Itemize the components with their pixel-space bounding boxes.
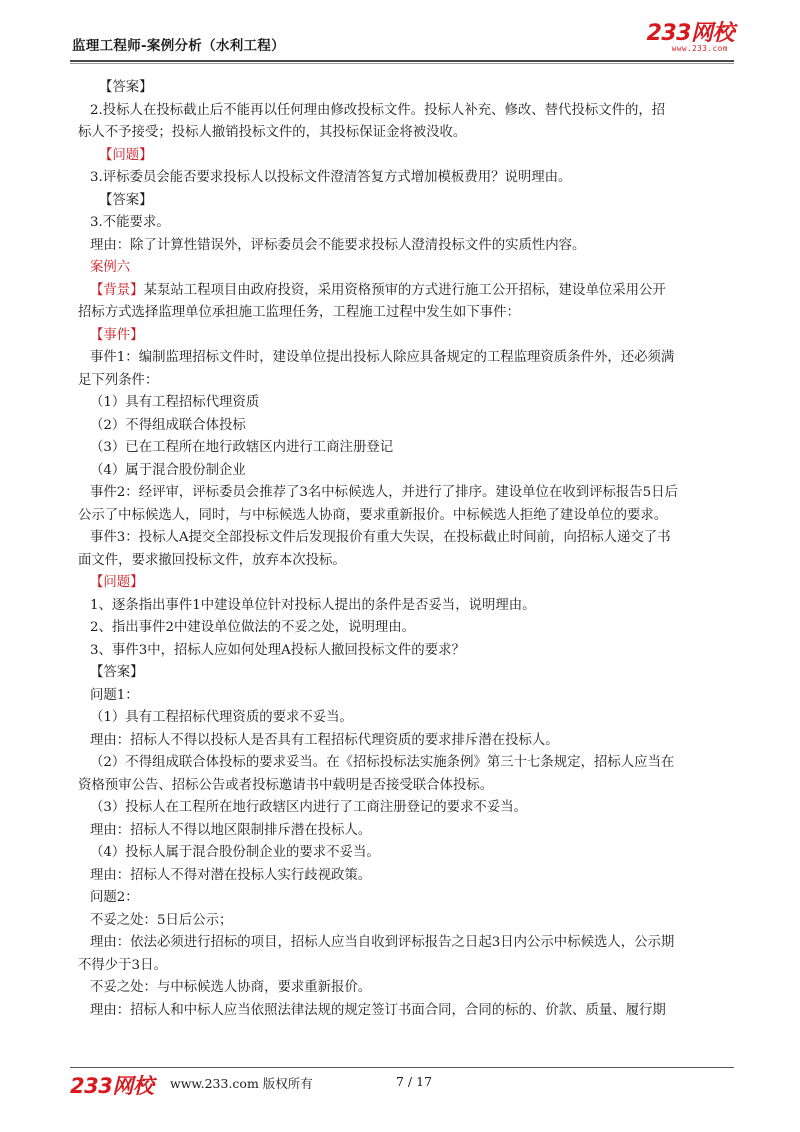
- header-divider: [70, 60, 734, 62]
- list-item: （1）具有工程招标代理资质: [90, 395, 260, 410]
- paragraph-line: 1、逐条指出事件1中建设单位针对投标人提出的条件是否妥当，说明理由。: [90, 597, 536, 613]
- page-header: [70, 20, 734, 62]
- list-item: （3）投标人在工程所在地行政辖区内进行了工商注册登记的要求不妥当。: [90, 800, 528, 815]
- question-heading: 【问题】: [99, 147, 153, 163]
- header-divider-thin: [70, 63, 734, 64]
- paragraph-line: 理由：招标人不得以地区限制排斥潜在投标人。: [90, 822, 372, 838]
- paragraph-line: [90, 280, 740, 303]
- list-item: （2）不得组成联合体投标的要求妥当。在《招标投标法实施条例》第三十七条规定，招标人应当在: [90, 755, 675, 770]
- answer-heading: 【答案】: [99, 80, 153, 95]
- paragraph-line: 事件1：编制监理招标文件时，建设单位提出投标人除应具备规定的工程监理资质条件外，还必须满: [90, 350, 675, 365]
- paragraph-line: 足下列条件：: [78, 372, 159, 388]
- background-heading: 【背景】: [90, 282, 144, 298]
- paragraph-text: 某泵站工程项目由政府投资，采用资格预审的方式进行施工公开招标，建设单位采用公开: [143, 282, 666, 298]
- paragraph-line: 事件2：经评审，评标委员会推荐了3名中标候选人，并进行了排序。建设单位在收到评标报告5日后: [90, 485, 678, 500]
- paragraph-line: 理由：除了计算性错误外，评标委员会不能要求投标人澄清投标文件的实质性内容。: [90, 237, 586, 253]
- list-item: （1）具有工程招标代理资质的要求不妥当。: [90, 710, 353, 725]
- document-body: [78, 77, 740, 1022]
- paragraph-line: 2、指出事件2中建设单位做法的不妥之处，说明理由。: [90, 620, 416, 635]
- question-heading: 【问题】: [90, 575, 144, 590]
- list-item: （4）属于混合股份制企业: [90, 462, 246, 478]
- paragraph-line: 资格预审公告、招标公告或者投标邀请书中载明是否接受联合体投标。: [78, 777, 494, 793]
- event-heading: 【事件】: [90, 327, 144, 343]
- paragraph-line: 理由：招标人不得以投标人是否具有工程招标代理资质的要求排斥潜在投标人。: [90, 732, 559, 748]
- case-heading: 案例六: [90, 260, 131, 275]
- footer-copyright: www.233.com 版权所有: [170, 1076, 313, 1091]
- paragraph-line: 3.不能要求。: [90, 215, 170, 230]
- page-footer: [70, 1068, 734, 1096]
- paragraph-line: 问题2：: [90, 890, 139, 905]
- paragraph-line: 2.投标人在投标截止后不能再以任何理由修改投标文件。投标人补充、修改、替代投标文件的，招: [90, 102, 666, 118]
- paragraph-line: 3.评标委员会能否要求投标人以投标文件澄清答复方式增加模板费用？说明理由。: [90, 170, 572, 185]
- paragraph-line: 3、事件3中，招标人应如何处理A投标人撤回投标文件的要求？: [90, 642, 465, 658]
- list-item: （2）不得组成联合体投标: [90, 417, 246, 433]
- list-item: （3）已在工程所在地行政辖区内进行工商注册登记: [90, 440, 394, 455]
- paragraph-line: 问题1：: [90, 687, 139, 703]
- logo-url: www.233.com: [671, 44, 728, 53]
- paragraph-line: 公示了中标候选人，同时，与中标候选人协商，要求重新报价。中标候选人拒绝了建设单位的要求。: [78, 507, 668, 523]
- paragraph-line: 事件3：投标人A提交全部投标文件后发现报价有重大失误，在投标截止时间前，向招标人递交了书: [90, 530, 671, 545]
- paragraph-line: 面文件，要求撤回投标文件，放弃本次投标。: [78, 552, 346, 568]
- list-item: （4）投标人属于混合股份制企业的要求不妥当。: [90, 845, 380, 860]
- paragraph-line: 理由：招标人和中标人应当依照法律法规的规定签订书面合同，合同的标的、价款、质量、履行期: [90, 1002, 666, 1018]
- page-number: 7 / 17: [396, 1074, 433, 1089]
- paragraph-line: 不妥之处：与中标候选人协商，要求重新报价。: [90, 980, 372, 995]
- brand-logo: [647, 22, 734, 53]
- paragraph-line: 招标方式选择监理单位承担施工监理任务，工程施工过程中发生如下事件：: [78, 305, 520, 320]
- logo-text: 233网校: [646, 21, 734, 46]
- paragraph-line: 不妥之处：5日后公示；: [90, 912, 233, 928]
- paragraph-line: 理由：依法必须进行招标的项目，招标人应当自收到评标报告之日起3日内公示中标候选人，公示期: [90, 935, 675, 950]
- paragraph-line: 不得少于3日。: [78, 957, 167, 973]
- paragraph-line: 理由：招标人不得对潜在投标人实行歧视政策。: [90, 867, 372, 883]
- answer-heading: 【答案】: [90, 665, 144, 680]
- footer-logo: 233网校: [70, 1074, 154, 1098]
- paragraph-line: 标人不予接受；投标人撤销投标文件的，其投标保证金将被没收。: [78, 125, 467, 140]
- document-title: 监理工程师-案例分析（水利工程）: [72, 38, 285, 54]
- answer-heading: 【答案】: [99, 192, 153, 208]
